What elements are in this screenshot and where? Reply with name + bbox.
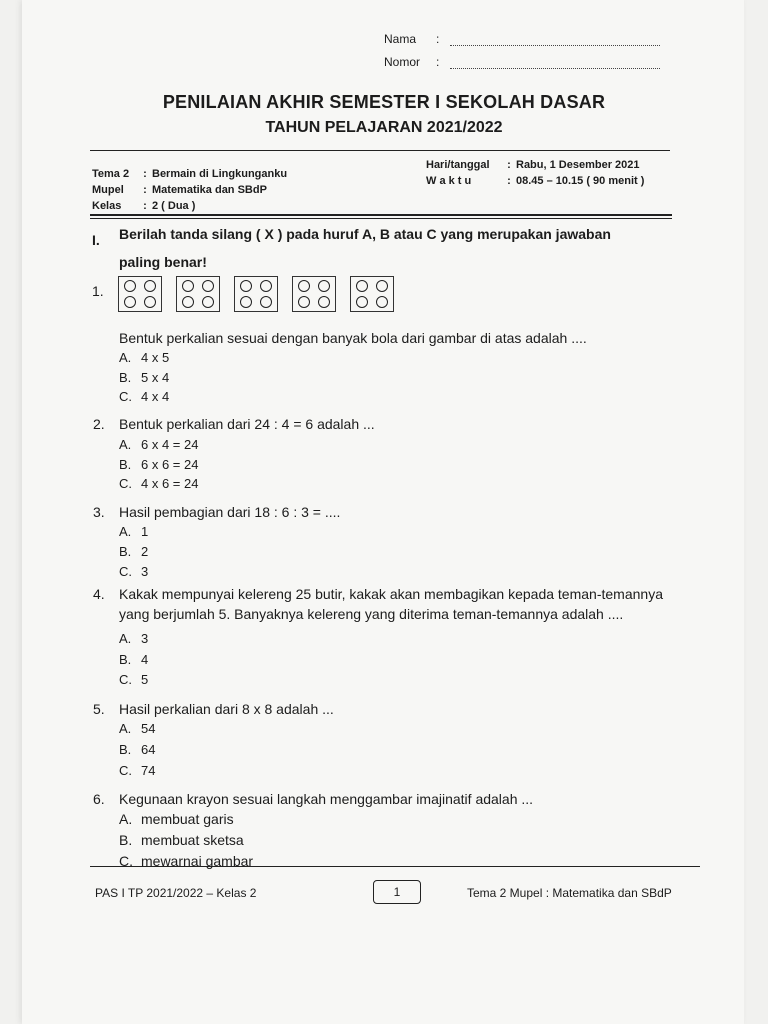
exam-title: PENILAIAN AKHIR SEMESTER I SEKOLAH DASAR	[162, 92, 606, 112]
question-6-option-c[interactable]: C. mewarnai gambar	[119, 853, 254, 869]
ball	[260, 280, 272, 292]
ball	[298, 280, 310, 292]
ball	[356, 296, 368, 308]
question-5	[93, 701, 334, 717]
question-4-text: Kakak mempunyai kelereng 25 butir, kakak akan membagikan kepada teman-temannya	[119, 586, 663, 602]
question-6-number: 6.	[93, 791, 105, 807]
question-4-option-c[interactable]: C. 5	[119, 672, 149, 687]
exam-year: TAHUN PELAJARAN 2021/2022	[265, 119, 503, 136]
question-1-option-b[interactable]: B. 5 x 4	[119, 370, 170, 385]
ball-group	[176, 276, 220, 312]
nama-colon: :	[436, 32, 440, 46]
waktu-value: 08.45 – 10.15 ( 90 menit )	[516, 175, 645, 187]
question-1-text: Bentuk perkalian sesuai dengan banyak bola dari gambar di atas adalah ....	[119, 330, 587, 346]
question-4-option-a[interactable]: A. 3	[119, 631, 149, 646]
ball-group	[118, 276, 162, 312]
ball-group	[350, 276, 394, 312]
question-2-text: Bentuk perkalian dari 24 : 4 = 6 adalah ...	[119, 416, 375, 432]
tema-label: Tema 2	[92, 168, 130, 180]
nama-field[interactable]	[450, 35, 660, 46]
ball	[182, 280, 194, 292]
ball	[318, 280, 330, 292]
ball	[144, 280, 156, 292]
footer-right: Tema 2 Mupel : Matematika dan SBdP	[467, 886, 672, 900]
ball	[202, 296, 214, 308]
question-4-number: 4.	[93, 586, 105, 602]
question-4-text-line2: yang berjumlah 5. Banyaknya kelereng yang diterima teman-temannya adalah ....	[119, 606, 624, 622]
question-6-option-b[interactable]: B. membuat sketsa	[119, 832, 244, 848]
question-3	[93, 504, 340, 520]
question-2-number: 2.	[93, 416, 105, 432]
question-3-option-c[interactable]: C. 3	[119, 564, 149, 579]
nomor-colon: :	[436, 55, 440, 69]
kelas-value: 2 ( Dua )	[152, 200, 196, 212]
kelas-label: Kelas	[92, 200, 122, 212]
nama-label: Nama	[384, 32, 417, 46]
question-3-option-b[interactable]: B. 2	[119, 544, 149, 559]
ball	[376, 296, 388, 308]
meta-mupel: Mupel : Matematika dan SBdP	[92, 184, 267, 196]
question-2	[93, 416, 375, 432]
tema-value: Bermain di Lingkunganku	[152, 168, 288, 180]
question-5-option-a[interactable]: A. 54	[119, 721, 156, 736]
ball	[318, 296, 330, 308]
ball	[240, 280, 252, 292]
footer-rule	[90, 866, 700, 867]
ball	[298, 296, 310, 308]
ball	[376, 280, 388, 292]
ball	[202, 280, 214, 292]
question-2-option-c[interactable]: C. 4 x 6 = 24	[119, 476, 199, 491]
ball	[240, 296, 252, 308]
footer-left: PAS I TP 2021/2022 – Kelas 2	[95, 886, 257, 900]
question-6	[93, 791, 533, 807]
section-number: I.	[92, 232, 100, 248]
question-1-option-a[interactable]: A. 4 x 5	[119, 350, 170, 365]
ball	[124, 280, 136, 292]
question-5-option-b[interactable]: B. 64	[119, 742, 156, 757]
meta-hari: Hari/tanggal : Rabu, 1 Desember 2021	[426, 159, 640, 171]
ball	[260, 296, 272, 308]
ball	[124, 296, 136, 308]
question-1-number: 1.	[92, 283, 104, 299]
ball-group	[292, 276, 336, 312]
question-3-text: Hasil pembagian dari 18 : 6 : 3 = ....	[119, 504, 341, 520]
question-5-option-c[interactable]: C. 74	[119, 763, 156, 778]
header-rule-bottom	[90, 214, 672, 216]
meta-tema: Tema 2 : Bermain di Lingkunganku	[92, 168, 288, 180]
waktu-label: W a k t u	[426, 175, 472, 187]
question-2-option-b[interactable]: B. 6 x 6 = 24	[119, 457, 199, 472]
question-1-option-c[interactable]: C. 4 x 4	[119, 389, 170, 404]
header-rule-bottom-thin	[90, 218, 672, 219]
question-2-option-a[interactable]: A. 6 x 4 = 24	[119, 437, 199, 452]
header-rule-top	[90, 150, 670, 151]
meta-kelas: Kelas : 2 ( Dua )	[92, 200, 196, 212]
mupel-label: Mupel	[92, 184, 124, 196]
question-5-number: 5.	[93, 701, 105, 717]
question-4	[93, 586, 663, 602]
section-instruction-line1: Berilah tanda silang ( X ) pada huruf A, B atau C yang merupakan jawaban	[119, 226, 611, 242]
question-3-number: 3.	[93, 504, 105, 520]
mupel-value: Matematika dan SBdP	[152, 184, 267, 196]
nama-row	[384, 32, 660, 46]
question-6-option-a[interactable]: A. membuat garis	[119, 811, 234, 827]
page-number: 1	[373, 880, 421, 904]
question-4-option-b[interactable]: B. 4	[119, 652, 149, 667]
question-3-option-a[interactable]: A. 1	[119, 524, 149, 539]
question-6-text: Kegunaan krayon sesuai langkah menggambar imajinatif adalah ...	[119, 791, 534, 807]
nomor-field[interactable]	[450, 58, 660, 69]
ball	[182, 296, 194, 308]
nomor-row	[384, 55, 660, 69]
ball	[356, 280, 368, 292]
hari-value: Rabu, 1 Desember 2021	[516, 159, 640, 171]
ball-group	[234, 276, 278, 312]
ball-figure	[118, 276, 394, 312]
meta-waktu: W a k t u : 08.45 – 10.15 ( 90 menit )	[426, 175, 645, 187]
nomor-label: Nomor	[384, 55, 421, 69]
question-5-text: Hasil perkalian dari 8 x 8 adalah ...	[119, 701, 334, 717]
ball	[144, 296, 156, 308]
section-instruction-line2: paling benar!	[119, 254, 207, 270]
hari-label: Hari/tanggal	[426, 159, 490, 171]
